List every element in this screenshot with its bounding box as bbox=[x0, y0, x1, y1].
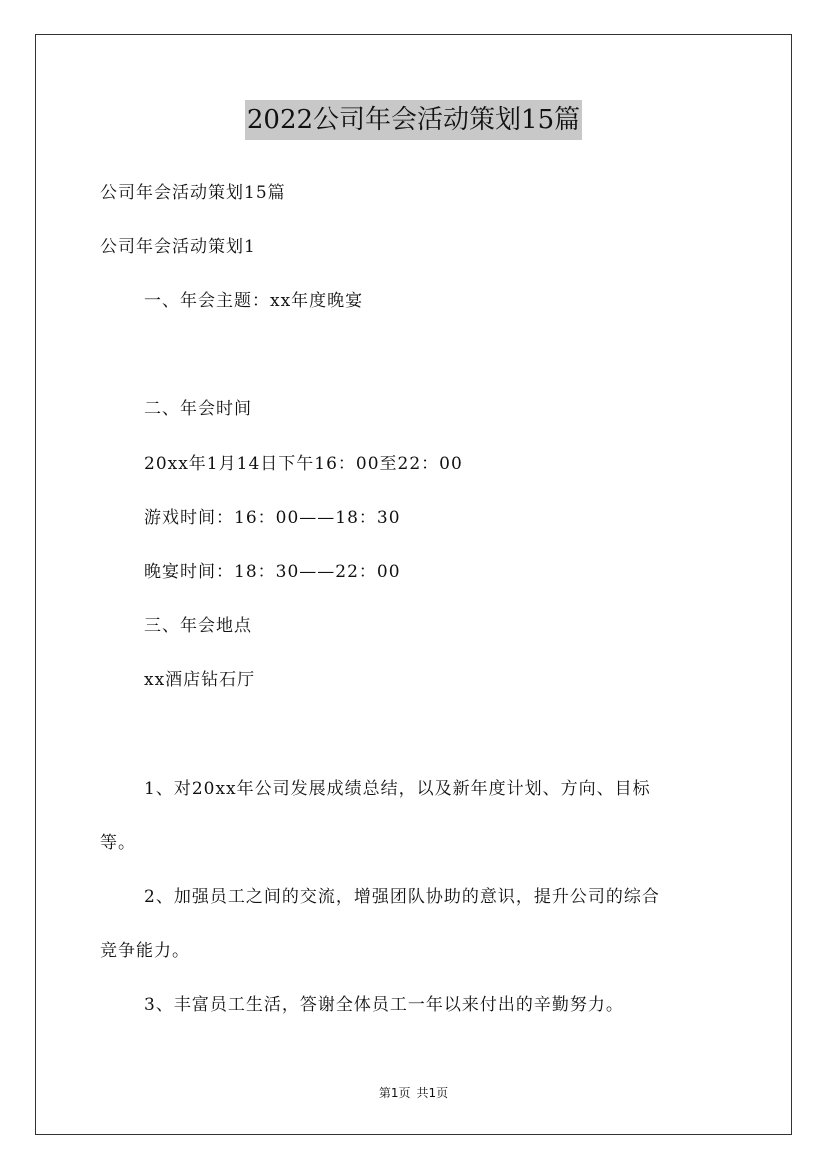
document-title: 2022公司年会活动策划15篇 bbox=[245, 100, 582, 140]
subtitle: 公司年会活动策划15篇 bbox=[100, 183, 286, 203]
purpose-2-line-a: 2、加强员工之间的交流，增强团队协助的意识，提升公司的综合 bbox=[144, 887, 660, 907]
page-number: 第1页 bbox=[378, 1086, 411, 1100]
page-footer bbox=[0, 1084, 827, 1101]
section-title: 公司年会活动策划1 bbox=[100, 237, 256, 257]
place-heading: 三、年会地点 bbox=[144, 616, 252, 636]
title-container bbox=[0, 100, 827, 140]
purpose-1-line-a: 1、对20xx年公司发展成绩总结，以及新年度计划、方向、目标 bbox=[144, 779, 651, 799]
purpose-3-line: 3、丰富员工生活，答谢全体员工一年以来付出的辛勤努力。 bbox=[144, 995, 624, 1015]
place-line: xx酒店钻石厅 bbox=[144, 670, 256, 690]
game-time: 游戏时间：16：00——18：30 bbox=[144, 508, 401, 528]
theme-line: 一、年会主题：xx年度晚宴 bbox=[144, 291, 364, 311]
time-heading: 二、年会时间 bbox=[144, 399, 252, 419]
time-range: 20xx年1月14日下午16：00至22：00 bbox=[144, 454, 463, 474]
purpose-2-line-b: 竞争能力。 bbox=[100, 941, 190, 961]
dinner-time: 晚宴时间：18：30——22：00 bbox=[144, 562, 401, 582]
purpose-1-line-b: 等。 bbox=[100, 833, 136, 853]
page-total: 共1页 bbox=[416, 1086, 449, 1100]
